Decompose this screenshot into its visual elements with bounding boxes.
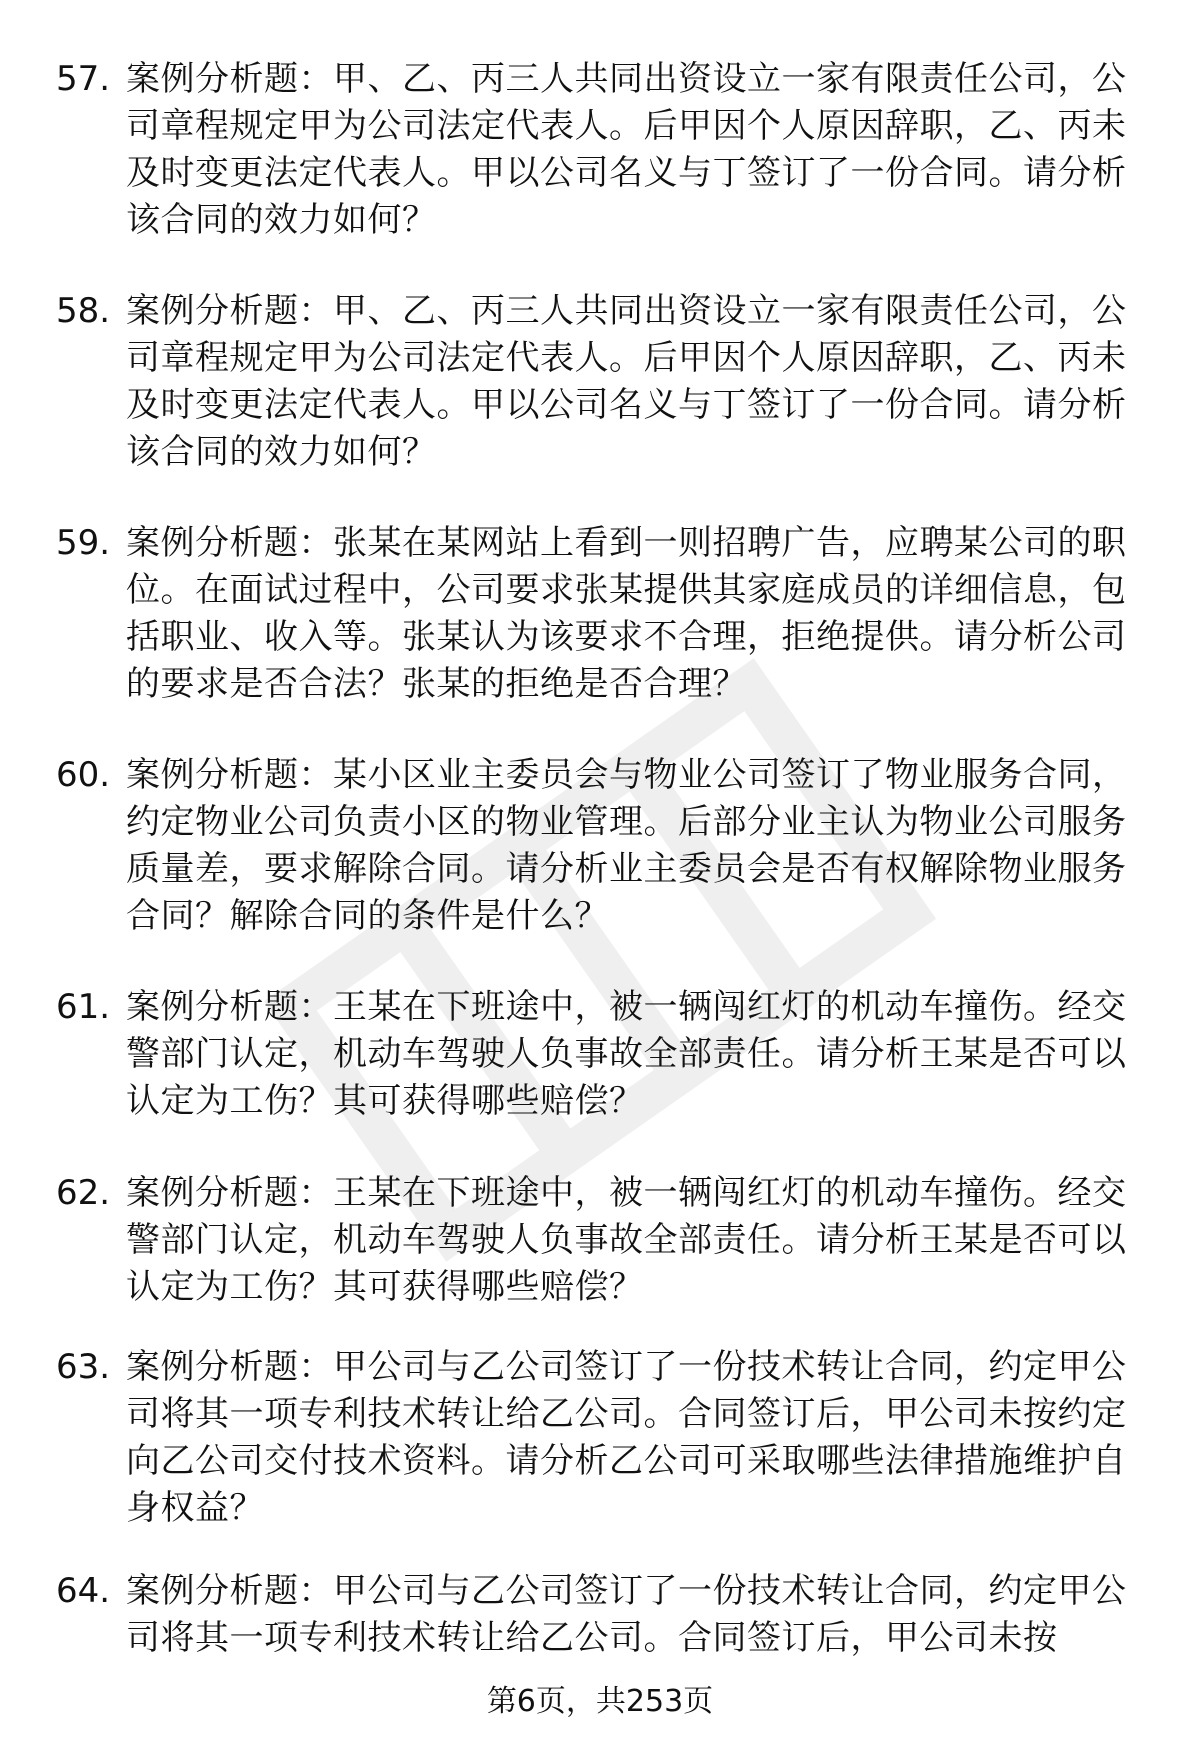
- question-item: [56, 56, 1146, 244]
- question-item: [56, 1344, 1146, 1532]
- question-number: 61.: [56, 987, 111, 1027]
- question-text: 案例分析题：甲公司与乙公司签订了一份技术转让合同，约定甲公司将其一项专利技术转让给乙公司。合同签订后，甲公司未按: [126, 1571, 1127, 1658]
- question-number: 59.: [56, 523, 111, 563]
- question-number: 57.: [56, 59, 111, 99]
- question-number: 60.: [56, 755, 111, 795]
- question-item: [56, 1170, 1146, 1311]
- page-footer: 第6页，共253页: [486, 1684, 714, 1719]
- question-text: 案例分析题：甲、乙、丙三人共同出资设立一家有限责任公司，公司章程规定甲为公司法定代表人。后甲因个人原因辞职，乙、丙未及时变更法定代表人。甲以公司名义与丁签订了一份合同。请分析该合同的效力如何？: [126, 291, 1127, 472]
- question-item: [56, 288, 1146, 476]
- question-text: 案例分析题：王某在下班途中，被一辆闯红灯的机动车撞伤。经交警部门认定，机动车驾驶人负事故全部责任。请分析王某是否可以认定为工伤？其可获得哪些赔偿？: [126, 987, 1127, 1121]
- question-number: 63.: [56, 1347, 111, 1387]
- question-item: [56, 1568, 1146, 1662]
- question-number: 62.: [56, 1173, 111, 1213]
- question-text: 案例分析题：甲、乙、丙三人共同出资设立一家有限责任公司，公司章程规定甲为公司法定代表人。后甲因个人原因辞职，乙、丙未及时变更法定代表人。甲以公司名义与丁签订了一份合同。请分析该合同的效力如何？: [126, 59, 1127, 240]
- question-item: [56, 984, 1146, 1125]
- question-text: 案例分析题：甲公司与乙公司签订了一份技术转让合同，约定甲公司将其一项专利技术转让给乙公司。合同签订后，甲公司未按约定向乙公司交付技术资料。请分析乙公司可采取哪些法律措施维护自身权益？: [126, 1347, 1127, 1528]
- question-text: 案例分析题：张某在某网站上看到一则招聘广告，应聘某公司的职位。在面试过程中，公司要求张某提供其家庭成员的详细信息，包括职业、收入等。张某认为该要求不合理，拒绝提供。请分析公司的要求是否合法？张某的拒绝是否合理？: [126, 523, 1127, 704]
- question-number: 64.: [56, 1571, 111, 1611]
- question-item: [56, 520, 1146, 708]
- question-number: 58.: [56, 291, 111, 331]
- question-text: 案例分析题：某小区业主委员会与物业公司签订了物业服务合同，约定物业公司负责小区的物业管理。后部分业主认为物业公司服务质量差，要求解除合同。请分析业主委员会是否有权解除物业服务合同？解除合同的条件是什么？: [126, 755, 1127, 936]
- question-item: [56, 752, 1146, 940]
- question-text: 案例分析题：王某在下班途中，被一辆闯红灯的机动车撞伤。经交警部门认定，机动车驾驶人负事故全部责任。请分析王某是否可以认定为工伤？其可获得哪些赔偿？: [126, 1173, 1127, 1307]
